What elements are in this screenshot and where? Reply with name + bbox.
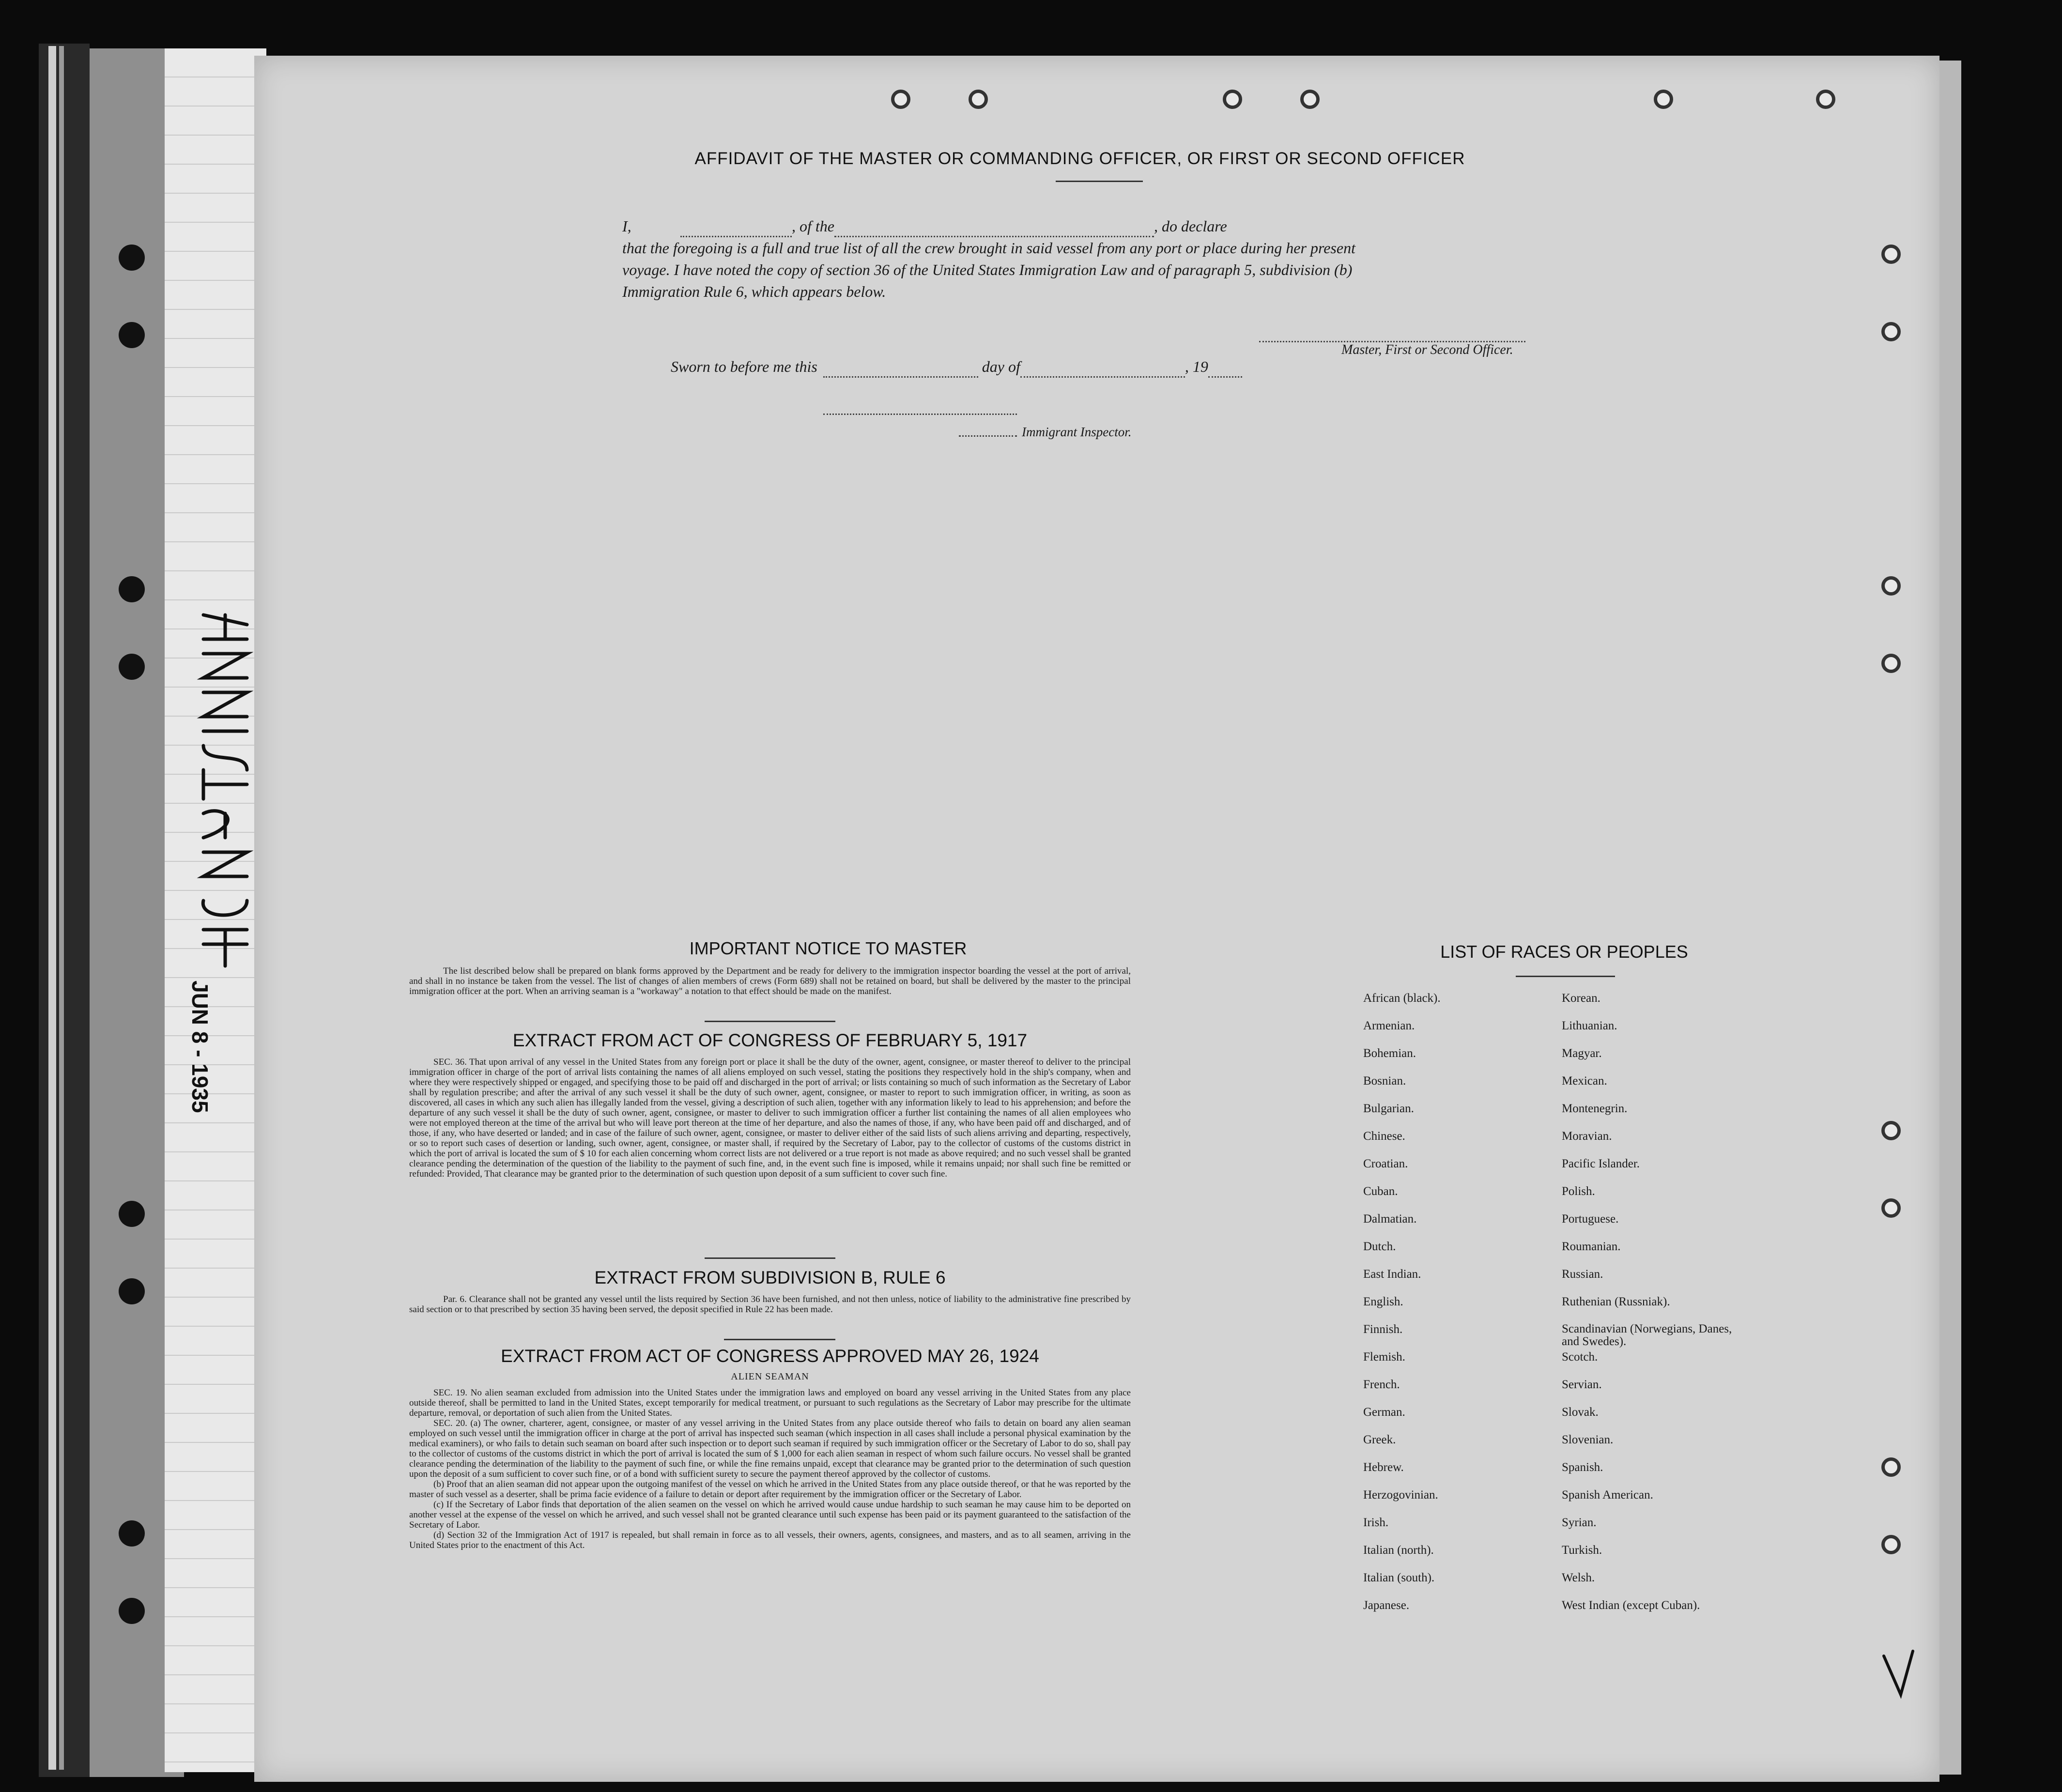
race-row [1363,1157,1770,1185]
race-right: Polish. [1562,1185,1595,1198]
date-stamp: JUN 8 - 1935 [187,980,213,1113]
punch-hole [119,576,145,602]
race-right: Lithuanian. [1562,1019,1617,1032]
race-right: Roumanian. [1562,1240,1621,1253]
race-right: Welsh. [1562,1571,1595,1584]
race-right: Turkish. [1562,1544,1602,1557]
sworn-line [671,356,1242,378]
inspector-label: Immigrant Inspector. [1022,425,1132,439]
sec19-paragraph: SEC. 19. No alien seaman excluded from admission into the United States under the immigration laws and employed on board any vessel arriving in the United States from any place outside thereof, shall be permitted to land in the United States, except temporarily for medical treatment, or pursuant to such regulations as the Secretary of Labor may prescribe for the ultimate departure, removal, or deportation of such alien from the United States. [409,1388,1131,1418]
race-right: Mexican. [1562,1074,1607,1087]
sec20b-paragraph: (b) Proof that an alien seaman did not appear upon the outgoing manifest of the vessel on which he arrived in the United States from any place outside thereof, or that he was reported by the master of such vessel as a deserter, shall be prima facie evidence of a failure to detain or deport after requirement by the immigration officer or the Secretary of Labor. [409,1479,1131,1500]
blank-line [1208,365,1242,378]
race-left: Italian (north). [1363,1544,1434,1557]
ring-hole [1300,90,1320,109]
ring-hole [1881,1535,1901,1554]
race-right: Portuguese. [1562,1212,1619,1225]
handwritten-ship-name [194,610,262,968]
blank-line [834,224,1154,237]
race-left: Italian (south). [1363,1571,1435,1584]
race-row [1363,992,1770,1019]
ring-hole [1881,654,1901,673]
race-left: African (black). [1363,992,1441,1005]
check-mark-icon [1879,1646,1918,1700]
affidavit-line-2: that the foregoing is a full and true list of all the crew brought in said vessel from any port or place during her present [622,239,1355,257]
sworn-text: Sworn to before me this [671,358,817,375]
race-right: Servian. [1562,1378,1602,1391]
inspector-signature-line [959,424,1017,437]
race-right: Russian. [1562,1268,1603,1281]
race-left: Irish. [1363,1516,1389,1529]
race-left: English. [1363,1295,1403,1308]
race-row [1363,1433,1770,1461]
sec20c-paragraph: (c) If the Secretary of Labor finds that deportation of the alien seamen on the vessel on which he arrived would cause undue hardship to such seaman he may cause him to be deported on another vessel at the expense of the vessel on which he arrived, and such vessel shall not be granted clearance until such expense has been paid or its payment guaranteed to the satisfaction of the Secretary of Labor. [409,1500,1131,1530]
race-right: Ruthenian (Russniak). [1562,1295,1670,1308]
affidavit-title: AFFIDAVIT OF THE MASTER OR COMMANDING OFFICER, OR FIRST OR SECOND OFFICER [694,149,1465,168]
ring-hole [891,90,910,109]
sworn-day-of: day of [982,358,1020,375]
punch-hole [119,322,145,348]
race-left: German. [1363,1406,1405,1419]
race-row [1363,1102,1770,1130]
binder-strip [59,46,64,1770]
divider [705,1021,835,1022]
race-left: Dutch. [1363,1240,1396,1253]
ring-hole [1881,245,1901,264]
punch-hole [119,1598,145,1624]
ring-hole [1881,1457,1901,1477]
race-row [1363,1295,1770,1323]
race-right: Moravian. [1562,1130,1612,1143]
race-right: Scotch. [1562,1350,1598,1363]
binder-strip [48,46,56,1770]
race-right: West Indian (except Cuban). [1562,1599,1700,1612]
race-left: East Indian. [1363,1268,1421,1281]
punch-hole [119,1520,145,1547]
race-right: Magyar. [1562,1047,1602,1060]
affidavit-of-the: , of the [792,217,834,235]
race-right: Scandinavian (Norwegians, Danes, and Swedes). [1562,1322,1732,1348]
binder-edge [39,44,90,1777]
sec20a-paragraph: SEC. 20. (a) The owner, charterer, agent, consignee, or master of any vessel arriving in the United States from any place outside thereof who fails to detain on board any alien seaman employed on such vessel until the immigration officer in charge at the port of arrival has inspected such seaman (which inspection in all cases shall include a personal physical examination by the medical examiners), or who fails to detain such seaman on board after such inspection or to deport such seaman if required by such immigration officer or the Secretary of Labor to do so, shall pay to the collector of customs of the customs district in which the port of arrival is located the sum of $ 1,000 for each alien seaman in respect of whom such failure occurs. No vessel shall be granted clearance pending the determination of the liability to the payment of such fine, or while the fine remains unpaid, except that clearance may be granted prior to the determination of such question upon the deposit of a sum sufficient to cover such fine, or of a bond with sufficient surety to secure the payment thereof approved by the collector of customs. [409,1418,1131,1479]
races-list [1363,992,1770,1626]
race-row [1363,1130,1770,1157]
punch-hole [119,1278,145,1304]
race-row [1363,1240,1770,1268]
affidavit-line-1 [622,215,1557,237]
race-left: Flemish. [1363,1350,1405,1363]
race-left: Dalmatian. [1363,1212,1417,1225]
race-row [1363,1516,1770,1544]
race-left: Bohemian. [1363,1047,1416,1060]
race-row [1363,1019,1770,1047]
race-row [1363,1599,1770,1626]
race-left: Croatian. [1363,1157,1408,1170]
ring-hole [1654,90,1673,109]
ring-hole [1881,1198,1901,1218]
extract-rule6-body: Par. 6. Clearance shall not be granted any vessel until the lists required by Section 36 have been furnished, and not then unless, notice of liability to the administrative fine prescribed by said section or to that prescribed by section 35 having been served, the deposit specified in Rule 22 has been made. [409,1294,1131,1315]
ring-hole [969,90,988,109]
race-left: French. [1363,1378,1400,1391]
punch-hole [119,1201,145,1227]
race-row [1363,1074,1770,1102]
race-right: Syrian. [1562,1516,1597,1529]
race-left: Herzogovinian. [1363,1488,1438,1501]
divider [705,1257,835,1259]
race-row [1363,1544,1770,1571]
divider [724,1339,835,1340]
affidavit-declare: , do declare [1154,217,1227,235]
alien-seaman-subtitle: ALIEN SEAMAN [731,1371,809,1382]
ring-hole [1223,90,1242,109]
ring-hole [1881,1121,1901,1140]
extract-1917-title: EXTRACT FROM ACT OF CONGRESS OF FEBRUARY 5, 1917 [512,1030,1028,1050]
affidavit-i: I, [622,217,631,235]
race-row [1363,1323,1770,1350]
race-right: Pacific Islander. [1562,1157,1640,1170]
notice-title: IMPORTANT NOTICE TO MASTER [689,938,967,958]
race-row [1363,1461,1770,1488]
divider [1516,976,1615,977]
race-row [1363,1488,1770,1516]
master-label: Master, First or Second Officer. [1341,342,1513,357]
race-right: Spanish American. [1562,1488,1653,1501]
sworn-year: , 19 [1185,358,1208,375]
race-left: Hebrew. [1363,1461,1404,1474]
race-left: Bosnian. [1363,1074,1406,1087]
ring-hole [1816,90,1835,109]
race-left: Cuban. [1363,1185,1398,1198]
race-row [1363,1350,1770,1378]
race-left: Greek. [1363,1433,1396,1446]
punch-hole [119,654,145,680]
race-row [1363,1212,1770,1240]
race-right: Slovenian. [1562,1433,1614,1446]
extract-1924-title: EXTRACT FROM ACT OF CONGRESS APPROVED MAY 26, 1924 [501,1346,1039,1366]
race-row [1363,1406,1770,1433]
race-left: Finnish. [1363,1323,1403,1336]
inspector-signature-line [823,402,1017,415]
race-row [1363,1268,1770,1295]
blank-line [823,365,978,378]
divider [1056,181,1143,182]
notice-body: The list described below shall be prepared on blank forms approved by the Department and be ready for delivery to the immigration inspector boarding the vessel at the port of arrival, and shall in no instance be taken from the vessel. The list of changes of alien members of crews (Form 689) shall not be retained on board, but shall be delivered by the master to the principal immigration officer at the port. When an arriving seaman is a "workaway" a notation to that effect should be made on the manifest. [409,966,1131,996]
race-right: Slovak. [1562,1406,1599,1419]
extract-rule6-title: EXTRACT FROM SUBDIVISION B, RULE 6 [594,1268,946,1287]
ring-hole [1881,576,1901,596]
race-right: Montenegrin. [1562,1102,1628,1115]
affidavit-line-3: voyage. I have noted the copy of section 36 of the United States Immigration Law and of paragraph 5, subdivision (b) [622,261,1353,278]
extract-1917-body: SEC. 36. That upon arrival of any vessel in the United States from any foreign port or place it shall be the duty of the owner, agent, consignee, or master thereof to deliver to the principal immigration officer in charge of the port of arrival lists containing the names of all aliens employed on such vessel, stating the positions they respectively hold in the ship's company, when and where they were respectively shipped or engaged, and specifying those to be paid off and discharged in the port of arrival; or lists containing so much of such information as the Secretary of Labor shall by regulation prescribe; and after the arrival of any such vessel it shall be the duty of such owner, agent, consignee, or master to report to such immigration officer, in writing, as soon as discovered, all cases in which any such alien has illegally landed from the vessel, giving a description of such alien, together with any information likely to lead to his apprehension; and before the departure of any such vessel it shall be the duty of such owner, agent, consignee, or master to deliver to such immigration officer a further list containing the names of all alien employees who were not employed thereon at the time of the arrival but who will leave port thereon at the time of her departure, and also the names of those, if any, who have been paid off and discharged, and of those, if any, who have deserted or landed; and in case of the failure of such owner, agent, consignee, or master to deliver either of the said lists of such aliens arriving and departing, respectively, or so to report such cases of desertion or landing, such owner, agent, consignee, or master shall, if required by the Secretary of Labor, pay to the collector of customs of the customs district in which the port of arrival is located the sum of $ 10 for each alien concerning whom correct lists are not delivered or a true report is not made as above required; and no such vessel shall be granted clearance pending the determination of the question of the liability to the payment of such fine, and, in the event such fine is imposed, while it remains unpaid; nor shall such fine be remitted or refunded: Provided, That clearance may be granted prior to the determination of such question upon deposit of a sum sufficient to cover such fine. [409,1057,1131,1179]
race-left: Japanese. [1363,1599,1410,1612]
race-left: Bulgarian. [1363,1102,1414,1115]
affidavit-body [622,215,1557,303]
extract-1924-body [409,1388,1131,1550]
ring-hole [1881,322,1901,341]
race-left: Armenian. [1363,1019,1415,1032]
punch-hole [119,245,145,271]
sec20d-paragraph: (d) Section 32 of the Immigration Act of 1917 is repealed, but shall remain in force as to all vessels, their owners, agents, consignees, and masters, and as to all seamen, arriving in the United States prior to the enactment of this Act. [409,1530,1131,1550]
blank-line [680,224,792,237]
races-title: LIST OF RACES OR PEOPLES [1440,942,1688,962]
race-row [1363,1571,1770,1599]
race-right: Korean. [1562,992,1600,1005]
race-row [1363,1378,1770,1406]
race-right: Spanish. [1562,1461,1603,1474]
affidavit-line-4: Immigration Rule 6, which appears below. [622,283,886,300]
race-left: Chinese. [1363,1130,1405,1143]
race-row [1363,1185,1770,1212]
race-row [1363,1047,1770,1074]
blank-line [1020,365,1185,378]
